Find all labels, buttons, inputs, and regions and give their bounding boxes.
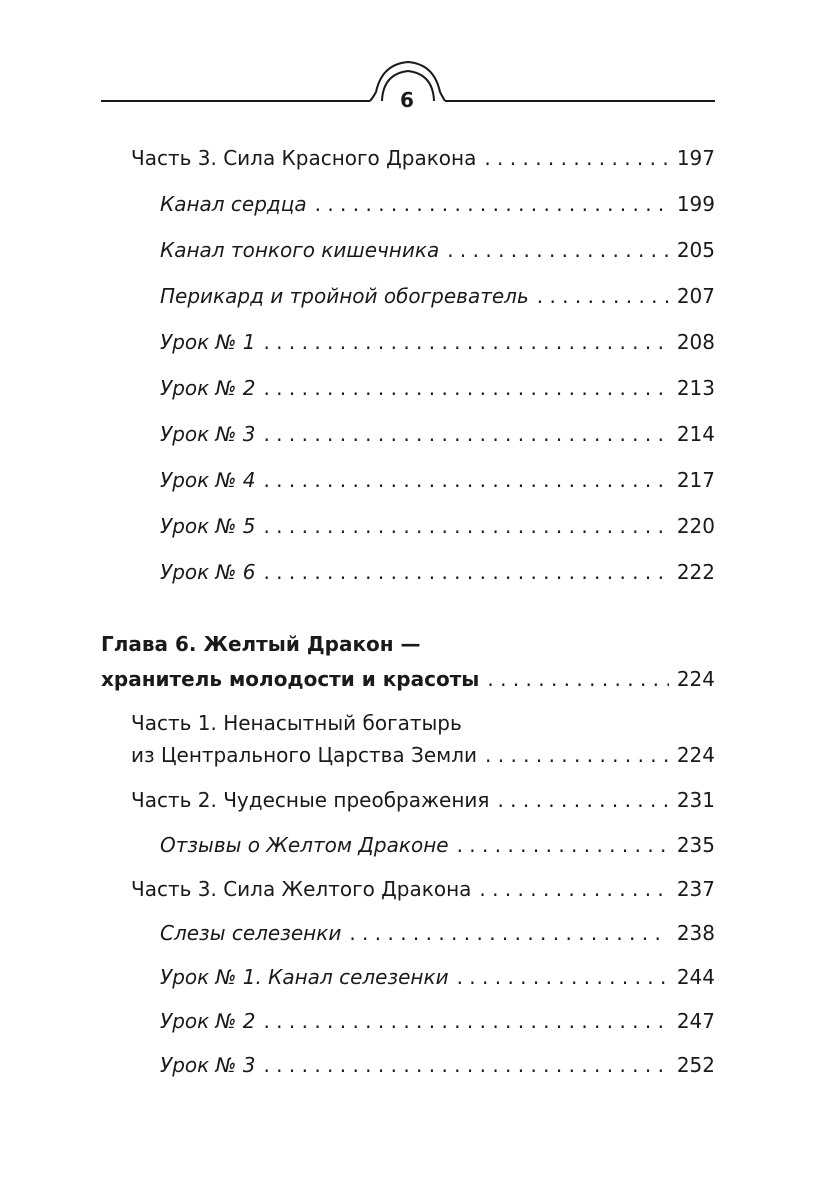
toc-entry-title: Перикард и тройной обогреватель bbox=[160, 284, 529, 308]
toc-entry-page: 237 bbox=[676, 877, 715, 901]
dot-leader bbox=[263, 468, 668, 492]
toc-entry-title: Часть 3. Сила Желтого Дракона bbox=[131, 877, 472, 901]
toc-entry-title: Слезы селезенки bbox=[160, 921, 342, 945]
toc-entry-page: 235 bbox=[676, 833, 715, 857]
toc-entry bbox=[131, 146, 715, 170]
toc-entry-page: 247 bbox=[676, 1009, 715, 1033]
toc-entry bbox=[131, 743, 715, 767]
dot-leader bbox=[263, 1053, 668, 1077]
toc-entry-page: 217 bbox=[676, 468, 715, 492]
dot-leader bbox=[487, 667, 668, 691]
dot-leader bbox=[479, 877, 668, 901]
dot-leader bbox=[457, 833, 669, 857]
toc-entry-chapter bbox=[101, 667, 715, 691]
toc-entry-title: Часть 2. Чудесные преображения bbox=[131, 788, 490, 812]
toc-entry-page: 199 bbox=[676, 192, 715, 216]
toc-entry bbox=[160, 238, 715, 262]
toc-entry bbox=[131, 877, 715, 901]
toc-entry-page: 197 bbox=[676, 146, 715, 170]
toc-entry-title: Урок № 5 bbox=[160, 514, 256, 538]
toc-entry-page: 224 bbox=[676, 743, 715, 767]
toc-entry-title: Часть 3. Сила Красного Дракона bbox=[131, 146, 477, 170]
toc-entry bbox=[160, 376, 715, 400]
dot-leader bbox=[447, 238, 669, 262]
dot-leader bbox=[263, 1009, 668, 1033]
dot-leader bbox=[263, 560, 668, 584]
dot-leader bbox=[263, 376, 668, 400]
dot-leader bbox=[263, 514, 668, 538]
toc-entry-title: Урок № 4 bbox=[160, 468, 256, 492]
toc-entry-page: 238 bbox=[676, 921, 715, 945]
chapter-title-line1: Глава 6. Желтый Дракон — bbox=[101, 632, 421, 656]
toc-entry-page: 207 bbox=[676, 284, 715, 308]
toc-entry-title: Урок № 1. Канал селезенки bbox=[160, 965, 449, 989]
toc-entry-page: 205 bbox=[676, 238, 715, 262]
toc-entry bbox=[160, 560, 715, 584]
toc-entry-page: 208 bbox=[676, 330, 715, 354]
toc-entry-title: Урок № 3 bbox=[160, 422, 256, 446]
toc-entry-title: Отзывы о Желтом Драконе bbox=[160, 833, 449, 857]
toc-entry bbox=[160, 422, 715, 446]
toc-entry-title: Урок № 3 bbox=[160, 1053, 256, 1077]
dot-leader bbox=[263, 330, 668, 354]
toc-entry bbox=[160, 468, 715, 492]
dot-leader bbox=[263, 422, 668, 446]
toc-entry-page: 252 bbox=[676, 1053, 715, 1077]
toc-entry bbox=[160, 921, 715, 945]
dot-leader bbox=[457, 965, 669, 989]
toc-entry-page: 213 bbox=[676, 376, 715, 400]
toc-entry-page: 220 bbox=[676, 514, 715, 538]
toc-entry bbox=[160, 514, 715, 538]
toc-entry bbox=[160, 1053, 715, 1077]
dot-leader bbox=[497, 788, 668, 812]
toc-entry bbox=[160, 192, 715, 216]
toc-entry-page: 231 bbox=[676, 788, 715, 812]
toc-entry-title: Канал сердца bbox=[160, 192, 307, 216]
dot-leader bbox=[315, 192, 669, 216]
dot-leader bbox=[349, 921, 668, 945]
dot-leader bbox=[484, 146, 668, 170]
page-number: 6 bbox=[400, 88, 414, 112]
toc-entry-title: Канал тонкого кишечника bbox=[160, 238, 440, 262]
toc-entry-page: 214 bbox=[676, 422, 715, 446]
toc-entry-title: Урок № 6 bbox=[160, 560, 256, 584]
toc-entry-title: Урок № 2 bbox=[160, 1009, 256, 1033]
toc-entry-title: Урок № 2 bbox=[160, 376, 256, 400]
toc-entry bbox=[160, 833, 715, 857]
dot-leader bbox=[537, 284, 669, 308]
toc-entry bbox=[160, 284, 715, 308]
dot-leader bbox=[485, 743, 669, 767]
toc-entry-title: из Центрального Царства Земли bbox=[131, 743, 478, 767]
toc-entry-page: 222 bbox=[676, 560, 715, 584]
toc-entry bbox=[160, 330, 715, 354]
toc-entry-page: 244 bbox=[676, 965, 715, 989]
toc-entry-page: 224 bbox=[676, 667, 715, 691]
toc-entry-title: хранитель молодости и красоты bbox=[101, 667, 480, 691]
part-title-line1: Часть 1. Ненасытный богатырь bbox=[131, 711, 462, 735]
toc-entry bbox=[160, 965, 715, 989]
toc-entry-title: Урок № 1 bbox=[160, 330, 256, 354]
toc-entry bbox=[131, 788, 715, 812]
toc-entry bbox=[160, 1009, 715, 1033]
